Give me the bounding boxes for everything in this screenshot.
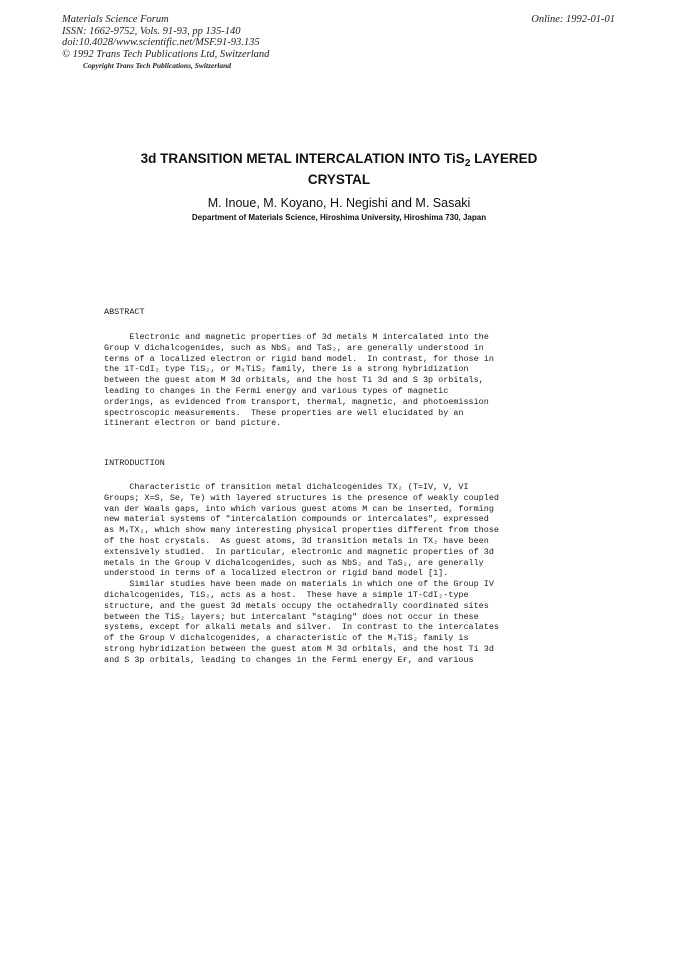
- text-line: terms of a localized electron or rigid band model. In contrast, for those in: [104, 353, 494, 364]
- text-line: Characteristic of transition metal dichalcogenides TX₂ (T=IV, V, VI: [104, 482, 469, 492]
- text-line: strong hybridization between the guest atom M 3d orbitals, and the host Ti 3d: [104, 643, 494, 654]
- text-line: metals in the Group V dichalcogenides, such as NbS₂ and TaS₂, are generally: [104, 557, 484, 568]
- journal-header: [62, 14, 269, 72]
- text-line: and S 3p orbitals, leading to changes in the Fermi energy Eғ, and various: [104, 654, 474, 665]
- text-line: structure, and the guest 3d metals occupy the octahedrally coordinated sites: [104, 600, 489, 611]
- text-line: understood in terms of a localized electron or rigid band model [1].: [104, 568, 449, 579]
- abstract-body: [104, 332, 554, 429]
- text-line: of the Group V dichalcogenides, a characteristic of the MₓTiS₂ family is: [104, 633, 469, 644]
- text-line: Electronic and magnetic properties of 3d metals M intercalated into the: [104, 332, 489, 342]
- journal-name: Materials Science Forum: [62, 14, 169, 25]
- text-line: between the guest atom M 3d orbitals, and the host Ti 3d and S 3p orbitals,: [104, 375, 484, 386]
- copyright-small-line: Copyright Trans Tech Publications, Switzerland: [83, 61, 232, 71]
- text-line: Group V dichalcogenides, such as NbS₂ and TaS₂, are generally understood in: [104, 342, 484, 353]
- text-line: of the host crystals. As guest atoms, 3d transition metals in TX₂ have been: [104, 535, 489, 546]
- text-line: itinerant electron or band picture.: [104, 418, 282, 429]
- text-line: new material systems of "intercalation compounds or intercalates", expressed: [104, 514, 489, 525]
- introduction-body: [104, 482, 554, 666]
- text-line: Groups; X=S, Se, Te) with layered structures is the presence of weakly coupled: [104, 492, 499, 503]
- text-line: van der Waals gaps, into which various guest atoms M can be inserted, forming: [104, 503, 494, 514]
- introduction-heading: INTRODUCTION: [104, 458, 165, 468]
- affiliation: Department of Materials Science, Hiroshima University, Hiroshima 730, Japan: [191, 213, 487, 222]
- text-line: as MₓTX₂, which show many interesting physical properties different from those: [104, 525, 499, 536]
- text-line: orderings, as evidenced from transport, thermal, magnetic, and photoemission: [104, 396, 489, 407]
- paper-title: [0, 151, 678, 188]
- online-date: Online: 1992-01-01: [531, 14, 615, 25]
- text-line: leading to changes in the Fermi energy and various types of magnetic: [104, 385, 449, 396]
- text-line: spectroscopic measurements. These properties are well elucidated by an: [104, 407, 464, 418]
- author-list: M. Inoue, M. Koyano, H. Negishi and M. Sasaki: [207, 196, 471, 210]
- title-subscript: 2: [464, 158, 471, 169]
- text-line: Similar studies have been made on materials in which one of the Group IV: [104, 579, 494, 590]
- issn-line: ISSN: 1662-9752, Vols. 91-93, pp 135-140: [62, 25, 241, 37]
- title-line-1: [0, 151, 678, 172]
- title-part-2: LAYERED: [470, 151, 538, 166]
- title-line-2: CRYSTAL: [307, 172, 371, 187]
- text-line: extensively studied. In particular, electronic and magnetic properties of 3d: [104, 546, 494, 557]
- text-line: between the TiS₂ layers; but intercalant "staging" does not occur in these: [104, 611, 479, 622]
- title-part-1: 3d TRANSITION METAL INTERCALATION INTO TiS: [140, 151, 465, 166]
- text-line: the 1T-CdI₂ type TiS₂, or MₓTiS₂ family, there is a strong hybridization: [104, 364, 469, 375]
- doi-line: doi:10.4028/www.scientific.net/MSF.91-93.135: [62, 37, 260, 49]
- copyright-line: © 1992 Trans Tech Publications Ltd, Switzerland: [62, 48, 270, 60]
- text-line: dichalcogenides, TiS₂, acts as a host. These have a simple 1T-CdI₂-type: [104, 589, 469, 600]
- abstract-heading: ABSTRACT: [104, 307, 145, 317]
- text-line: systems, except for alkali metals and silver. In contrast to the intercalates: [104, 622, 499, 633]
